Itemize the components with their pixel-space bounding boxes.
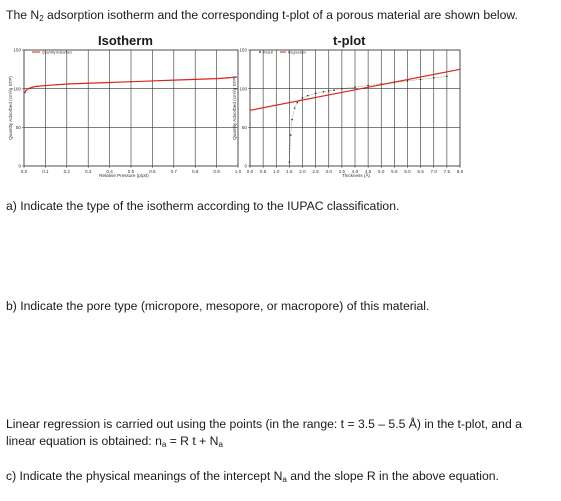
tplot-y-ticks	[239, 48, 250, 169]
data-point	[24, 92, 26, 94]
data-point	[55, 84, 57, 86]
isotherm-legend-label: Quantity Adsorbed	[42, 50, 72, 55]
intro-n-subscript: 2	[39, 14, 44, 23]
lin2-mid: = R t + N	[166, 434, 219, 448]
x-tick-label: 4.0	[351, 169, 359, 174]
data-point	[32, 86, 34, 88]
question-b: b) Indicate the pore type (micropore, mesopore, or macropore) of this material.	[6, 299, 430, 313]
data-point	[130, 81, 132, 83]
question-c	[6, 469, 499, 484]
tplot-legend-b: Regression	[288, 50, 307, 55]
tplot-x-label: Thickness (Å)	[341, 173, 371, 178]
isotherm-svg	[4, 46, 244, 188]
data-point	[45, 85, 47, 87]
intro-text	[6, 8, 518, 23]
question-a: a) Indicate the type of the isotherm according to the IUPAC classification.	[6, 199, 400, 213]
y-tick-label: 150	[239, 47, 247, 53]
x-tick-label: 1.0	[273, 169, 280, 174]
question-c-post: and the slope R in the above equation.	[286, 469, 499, 483]
x-tick-label: 0.5	[127, 169, 135, 174]
y-tick-label: 100	[13, 86, 21, 92]
data-point	[216, 78, 218, 80]
isotherm-y-label: Quantity Adsorbed (cm³/g STP)	[8, 76, 13, 140]
data-point	[87, 82, 89, 84]
linear-regression-line-2	[6, 434, 223, 449]
x-tick-label: 0.5	[259, 169, 267, 174]
lin2-sub-1: a	[161, 440, 167, 449]
isotherm-chart	[4, 46, 244, 188]
x-tick-label: 0.4	[106, 169, 113, 174]
intro-after: adsorption isotherm and the corresponding t-plot of a porous material are shown below.	[43, 8, 518, 22]
x-tick-label: 0.3	[85, 169, 92, 174]
x-tick-label: 0.7	[170, 169, 177, 174]
tplot-title: t-plot	[333, 33, 366, 48]
x-tick-label: 2.0	[299, 169, 306, 174]
tplot-svg	[226, 46, 468, 188]
y-tick-label: 50	[241, 124, 247, 130]
x-tick-label: 5.0	[378, 169, 385, 174]
x-tick-label: 0.1	[42, 169, 49, 174]
x-tick-label: 4.5	[364, 169, 372, 174]
y-tick-label: 100	[239, 86, 247, 92]
data-point	[27, 88, 29, 90]
tplot-chart	[226, 46, 468, 188]
data-point	[152, 80, 154, 82]
data-point	[66, 83, 68, 85]
x-tick-label: 0.2	[63, 169, 70, 174]
x-tick-label: 7.0	[430, 169, 437, 174]
data-point	[194, 79, 196, 81]
x-tick-label: 1.5	[286, 169, 293, 174]
x-tick-label: 0.0	[246, 169, 254, 174]
intro-before: The N	[6, 8, 40, 22]
tplot-legend-a-swatch	[259, 51, 261, 53]
data-point	[173, 79, 175, 81]
y-tick-label: 0	[18, 163, 21, 169]
y-tick-label: 0	[244, 163, 247, 169]
data-point	[25, 89, 27, 91]
lin2-sub-2: a	[218, 440, 223, 449]
isotherm-x-label: Relative Pressure (p/p0)	[99, 173, 149, 178]
question-c-pre: c) Indicate the physical meanings of the intercept N	[6, 469, 283, 483]
tplot-legend-a: Result	[263, 50, 274, 55]
x-tick-label: 5.5	[391, 169, 398, 174]
lin2-pre: linear equation is obtained: n	[6, 434, 162, 448]
x-tick-label: 2.5	[312, 169, 319, 174]
isotherm-title: Isotherm	[98, 33, 153, 48]
isotherm-y-ticks	[13, 48, 24, 169]
y-tick-label: 50	[15, 124, 21, 130]
tplot-y-label: Quantity Adsorbed (cm³/g STP)	[232, 76, 237, 140]
y-tick-label: 150	[13, 47, 21, 53]
x-tick-label: 0.0	[20, 169, 28, 174]
x-tick-label: 3.0	[325, 169, 332, 174]
x-tick-label: 0.8	[192, 169, 199, 174]
x-tick-label: 1.0	[234, 169, 242, 174]
x-tick-label: 0.6	[149, 169, 156, 174]
x-tick-label: 3.5	[338, 169, 346, 174]
x-tick-label: 8.0	[456, 169, 464, 174]
x-tick-label: 7.5	[443, 169, 451, 174]
data-point	[109, 82, 111, 84]
linear-regression-line-1: Linear regression is carried out using the points (in the range: t = 3.5 – 5.5 Å) in the t-plot, and a	[6, 417, 522, 431]
x-tick-label: 6.5	[417, 169, 424, 174]
x-tick-label: 0.9	[213, 169, 220, 174]
question-c-sub: a	[282, 475, 287, 484]
data-point	[36, 86, 38, 88]
x-tick-label: 6.0	[404, 169, 411, 174]
